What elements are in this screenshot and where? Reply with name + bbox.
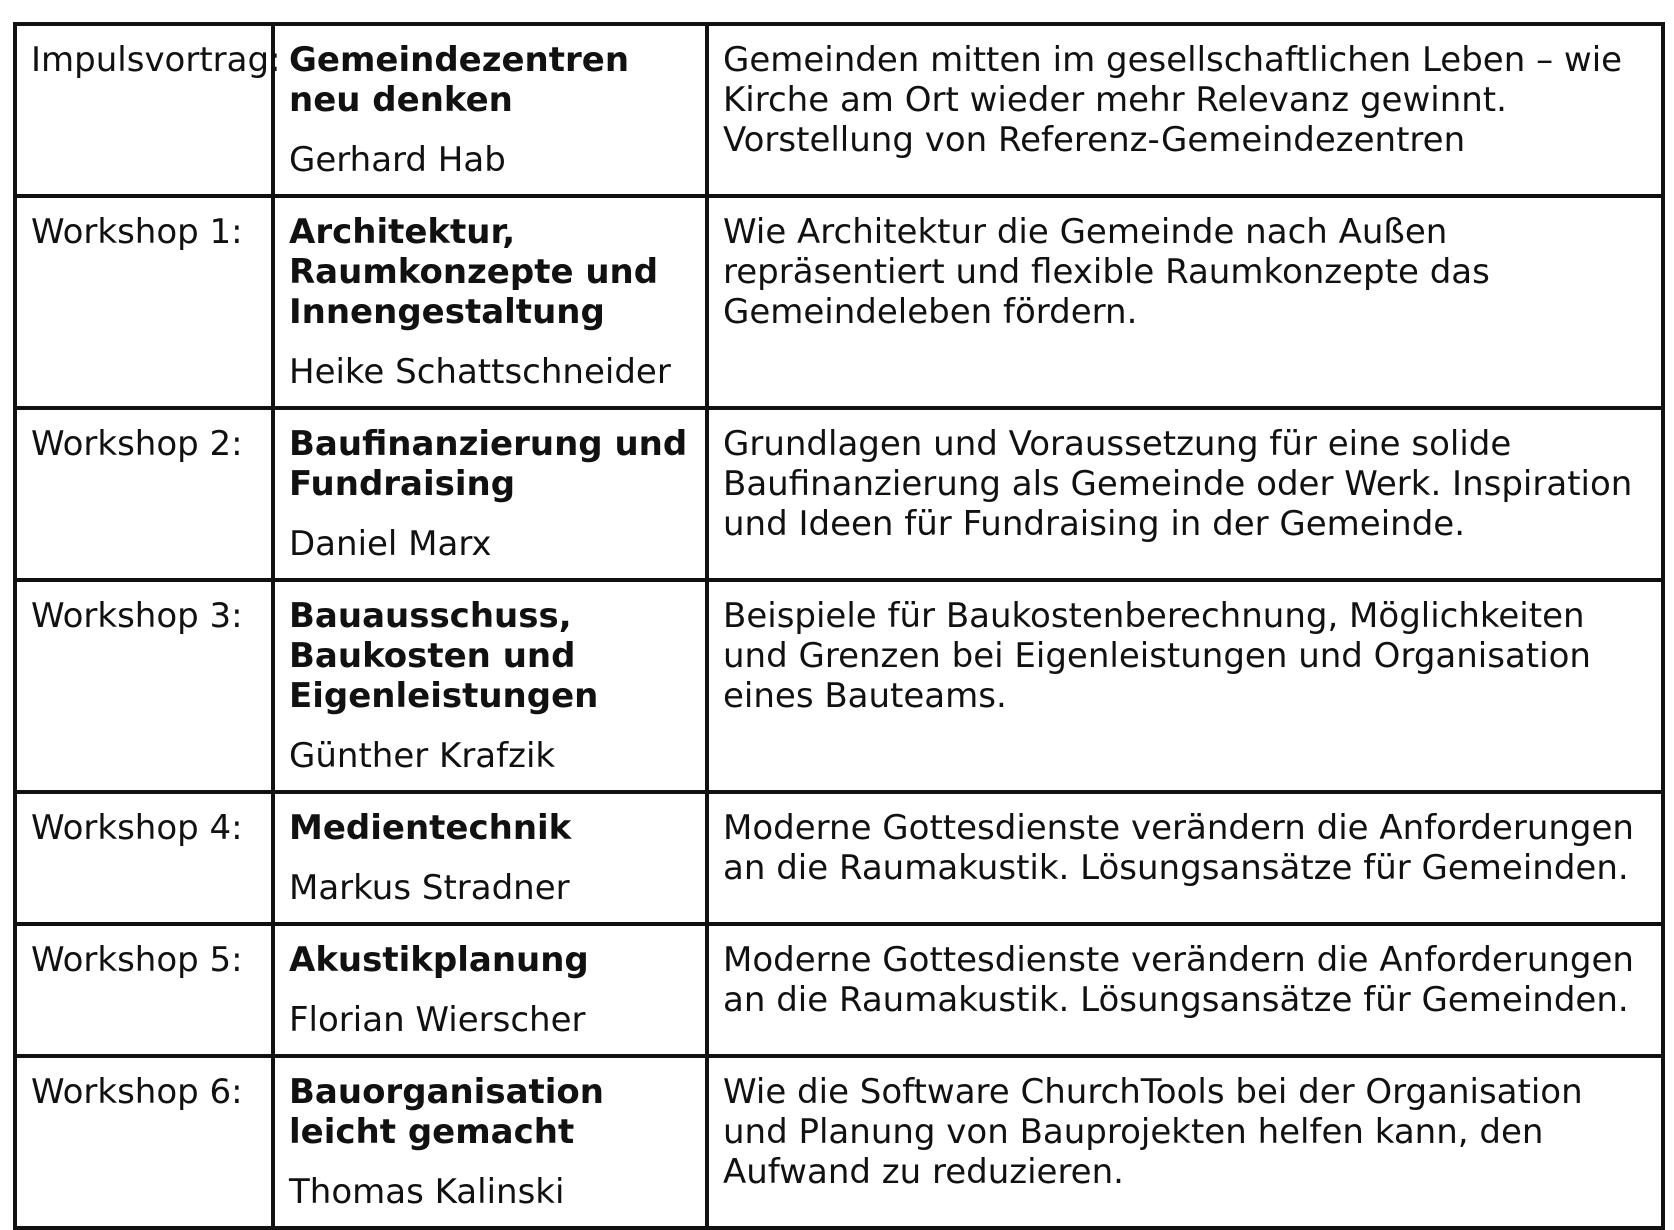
table-row xyxy=(15,792,1663,924)
session-description: Beispiele für Baukostenberechnung, Möglichkeiten und Grenzen bei Eigenleistungen und Organisation eines Bauteams. xyxy=(707,580,1663,792)
table-row xyxy=(15,196,1663,408)
session-speaker: Florian Wierscher xyxy=(289,1000,586,1040)
session-speaker: Thomas Kalinski xyxy=(289,1172,565,1212)
session-speaker: Heike Schattschneider xyxy=(289,352,671,392)
session-title: Bauorganisation leicht gemacht xyxy=(289,1072,604,1152)
session-description: Moderne Gottesdienste verändern die Anforderungen an die Raumakustik. Lösungsansätze für Gemeinden. xyxy=(707,924,1663,1056)
session-description: Wie die Software ChurchTools bei der Organisation und Planung von Bauprojekten helfen kann, den Aufwand zu reduzieren. xyxy=(707,1056,1663,1228)
session-type: Workshop 6: xyxy=(15,1056,273,1228)
session-description: Gemeinden mitten im gesellschaftlichen Leben – wie Kirche am Ort wieder mehr Relevanz gewinnt. Vorstellung von Referenz-Gemeindezentren xyxy=(707,24,1663,196)
session-title-cell xyxy=(273,1056,707,1228)
session-speaker: Gerhard Hab xyxy=(289,140,506,180)
session-title-cell xyxy=(273,792,707,924)
session-speaker: Daniel Marx xyxy=(289,524,492,564)
table-row xyxy=(15,408,1663,580)
session-type: Workshop 5: xyxy=(15,924,273,1056)
session-type: Impulsvortrag: xyxy=(15,24,273,196)
session-type: Workshop 1: xyxy=(15,196,273,408)
session-title-cell xyxy=(273,24,707,196)
session-description: Wie Architektur die Gemeinde nach Außen repräsentiert und flexible Raumkonzepte das Gemeindeleben fördern. xyxy=(707,196,1663,408)
session-description: Grundlagen und Voraussetzung für eine solide Baufinanzierung als Gemeinde oder Werk. Inspiration und Ideen für Fundraising in der Gemeinde. xyxy=(707,408,1663,580)
workshop-schedule-table xyxy=(13,22,1665,1230)
table-row xyxy=(15,580,1663,792)
session-title: Akustikplanung xyxy=(289,940,589,980)
session-title-cell xyxy=(273,924,707,1056)
session-title: Architektur, Raumkonzepte und Innengestaltung xyxy=(289,212,659,332)
session-title: Medientechnik xyxy=(289,808,572,848)
session-description: Moderne Gottesdienste verändern die Anforderungen an die Raumakustik. Lösungsansätze für Gemeinden. xyxy=(707,792,1663,924)
session-title: Gemeindezentren neu denken xyxy=(289,40,630,120)
session-title: Baufinanzierung und Fundraising xyxy=(289,424,688,504)
table-row xyxy=(15,24,1663,196)
session-title-cell xyxy=(273,408,707,580)
session-title-cell xyxy=(273,580,707,792)
session-type: Workshop 3: xyxy=(15,580,273,792)
session-title-cell xyxy=(273,196,707,408)
session-type: Workshop 2: xyxy=(15,408,273,580)
session-speaker: Markus Stradner xyxy=(289,868,570,908)
table-row xyxy=(15,1056,1663,1228)
session-type: Workshop 4: xyxy=(15,792,273,924)
session-speaker: Günther Krafzik xyxy=(289,736,556,776)
table-row xyxy=(15,924,1663,1056)
session-title: Bauausschuss, Baukosten und Eigenleistungen xyxy=(289,596,599,716)
